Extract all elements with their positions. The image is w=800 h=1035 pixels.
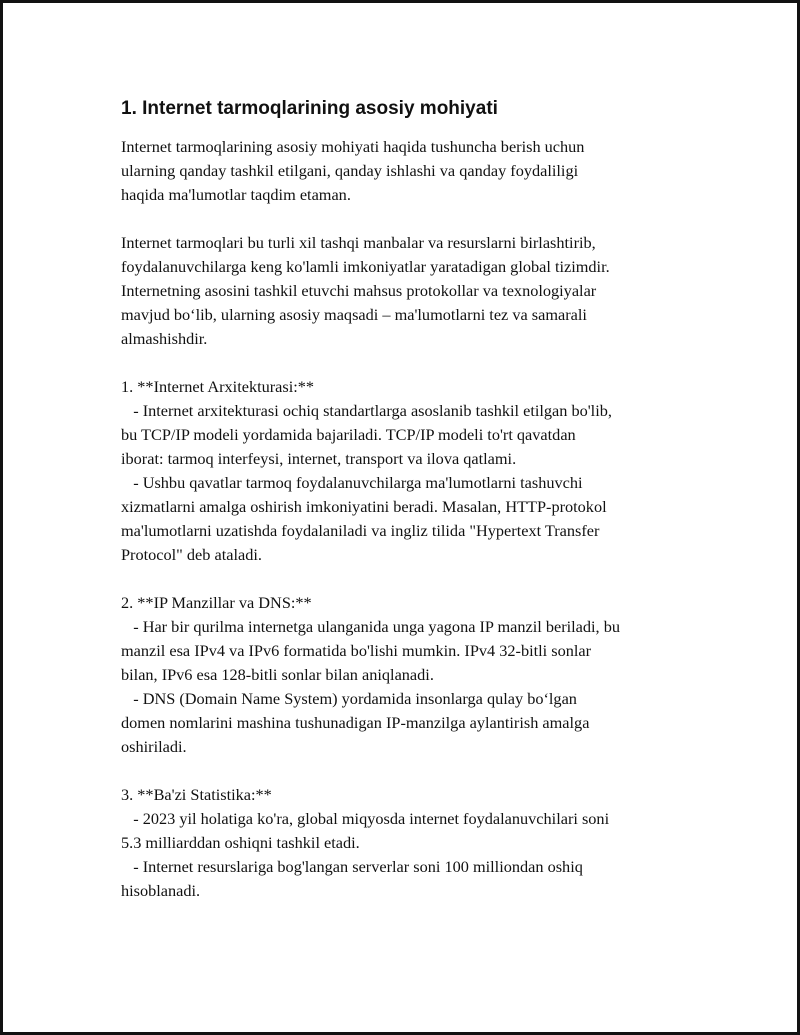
text-line: - Har bir qurilma internetga ulanganida unga yagona IP manzil beriladi, bu: [121, 617, 620, 636]
paragraph-gap: [121, 567, 721, 591]
document-body: [121, 95, 721, 903]
text-line: - Ushbu qavatlar tarmoq foydalanuvchilarga ma'lumotlarni tashuvchi: [121, 473, 583, 492]
definition-paragraph: [121, 231, 721, 351]
text-line: - 2023 yil holatiga ko'ra, global miqyosda internet foydalanuvchilari soni: [121, 809, 610, 828]
section-heading: 1. **Internet Arxitekturasi:**: [121, 377, 315, 396]
text-line: mavjud bo‘lib, ularning asosiy maqsadi – ma'lumotlarni tez va samarali: [121, 305, 587, 324]
text-line: - DNS (Domain Name System) yordamida insonlarga qulay bo‘lgan: [121, 689, 577, 708]
text-line: Internet tarmoqlarining asosiy mohiyati haqida tushuncha berish uchun: [121, 137, 585, 156]
text-line: hisoblanadi.: [121, 881, 201, 900]
text-line: iborat: tarmoq interfeysi, internet, transport va ilova qatlami.: [121, 449, 517, 468]
section-heading: 3. **Ba'zi Statistika:**: [121, 785, 272, 804]
text-line: bilan, IPv6 esa 128-bitli sonlar bilan aniqlanadi.: [121, 665, 434, 684]
paragraph-gap: [121, 207, 721, 231]
text-line: ma'lumotlarni uzatishda foydalaniladi va ingliz tilida "Hypertext Transfer: [121, 521, 600, 540]
text-line: manzil esa IPv4 va IPv6 formatida bo'lishi mumkin. IPv4 32-bitli sonlar: [121, 641, 592, 660]
text-line: almashishdir.: [121, 329, 208, 348]
text-line: haqida ma'lumotlar taqdim etaman.: [121, 185, 351, 204]
text-line: domen nomlarini mashina tushunadigan IP-manzilga aylantirish amalga: [121, 713, 590, 732]
section-statistics: [121, 783, 721, 903]
text-line: - Internet resurslariga bog'langan serverlar soni 100 milliondan oshiq: [121, 857, 583, 876]
text-line: xizmatlarni amalga oshirish imkoniyatini beradi. Masalan, HTTP-protokol: [121, 497, 607, 516]
text-line: 5.3 milliarddan oshiqni tashkil etadi.: [121, 833, 360, 852]
document-title: 1. Internet tarmoqlarining asosiy mohiyati: [121, 98, 498, 119]
section-heading: 2. **IP Manzillar va DNS:**: [121, 593, 312, 612]
paragraph-gap: [121, 759, 721, 783]
text-line: ularning qanday tashkil etilgani, qanday ishlashi va qanday foydaliligi: [121, 161, 579, 180]
section-architecture: [121, 375, 721, 567]
text-line: bu TCP/IP modeli yordamida bajariladi. TCP/IP modeli to'rt qavatdan: [121, 425, 576, 444]
intro-paragraph: [121, 135, 721, 207]
text-line: foydalanuvchilarga keng ko'lamli imkoniyatlar yaratadigan global tizimdir.: [121, 257, 610, 276]
paragraph-gap: [121, 351, 721, 375]
text-line: - Internet arxitekturasi ochiq standartlarga asoslanib tashkil etilgan bo'lib,: [121, 401, 612, 420]
text-line: Internetning asosini tashkil etuvchi mahsus protokollar va texnologiyalar: [121, 281, 597, 300]
text-line: Protocol" deb ataladi.: [121, 545, 262, 564]
text-line: oshiriladi.: [121, 737, 187, 756]
text-line: Internet tarmoqlari bu turli xil tashqi manbalar va resurslarni birlashtirib,: [121, 233, 596, 252]
section-ip-dns: [121, 591, 721, 759]
